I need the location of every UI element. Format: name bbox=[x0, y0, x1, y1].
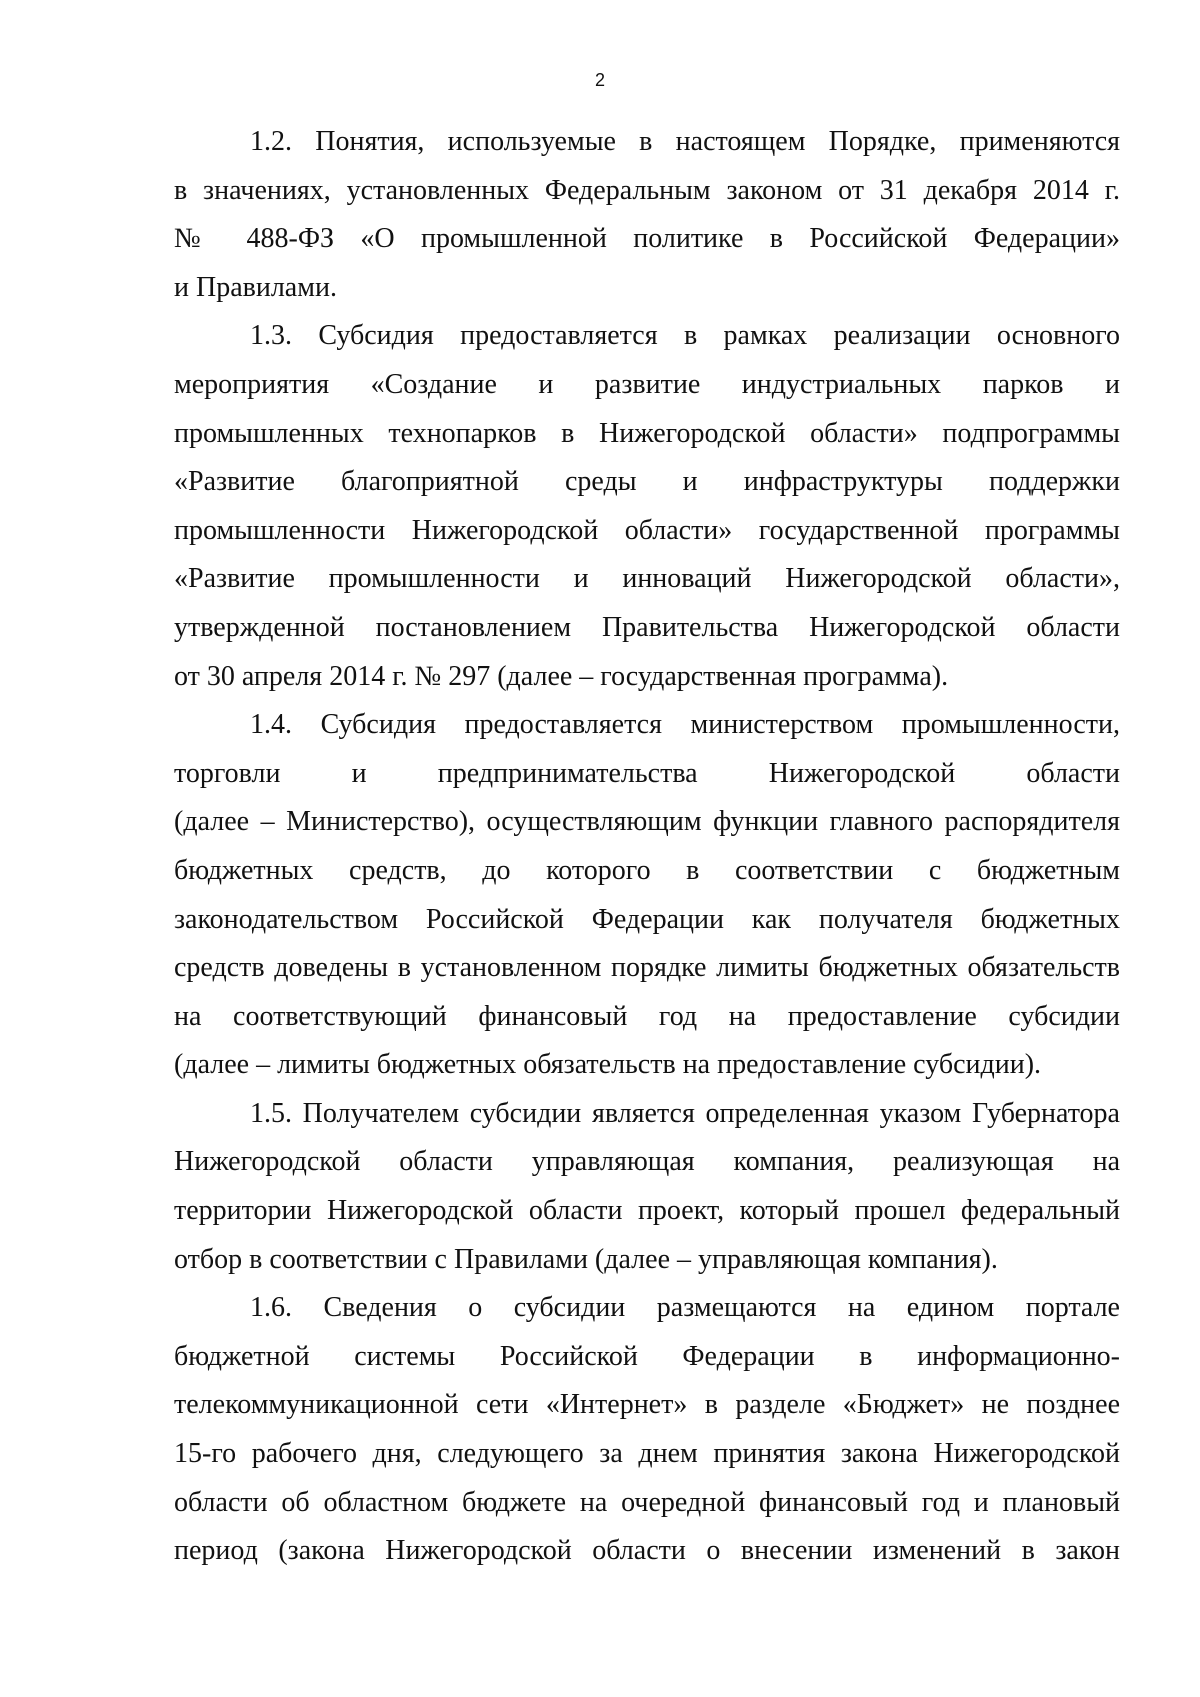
text-line: бюджетных средств, до которого в соответствии с бюджетным bbox=[174, 854, 1120, 886]
paragraph-1-4 bbox=[174, 701, 1120, 1090]
text-line: и Правилами. bbox=[174, 271, 337, 303]
text-line: 15-го рабочего дня, следующего за днем принятия закона Нижегородской bbox=[174, 1438, 1120, 1470]
text-line: 1.3. Субсидия предоставляется в рамках реализации основного bbox=[250, 320, 1120, 352]
paragraph-1-6 bbox=[174, 1284, 1120, 1576]
text-line: 1.6. Сведения о субсидии размещаются на едином портале bbox=[250, 1292, 1120, 1324]
text-line: территории Нижегородской области проект, который прошел федеральный bbox=[174, 1195, 1120, 1227]
text-line: 1.5. Получателем субсидии является определенная указом Губернатора bbox=[250, 1097, 1120, 1129]
text-line: в значениях, установленных Федеральным законом от 31 декабря 2014 г. bbox=[174, 174, 1120, 206]
page-number: 2 bbox=[594, 70, 605, 90]
text-line: «Развитие промышленности и инноваций Нижегородской области», bbox=[174, 563, 1120, 595]
text-line: мероприятия «Создание и развитие индустриальных парков и bbox=[174, 368, 1120, 400]
text-line: промышленности Нижегородской области» государственной программы bbox=[174, 514, 1120, 546]
text-line: законодательством Российской Федерации как получателя бюджетных bbox=[174, 903, 1120, 935]
text-line: период (закона Нижегородской области о внесении изменений в закон bbox=[174, 1535, 1120, 1567]
text-line: (далее – лимиты бюджетных обязательств на предоставление субсидии). bbox=[174, 1049, 1042, 1081]
text-line: средств доведены в установленном порядке лимиты бюджетных обязательств bbox=[174, 952, 1120, 984]
text-line: «Развитие благоприятной среды и инфраструктуры поддержки bbox=[174, 466, 1120, 498]
text-line: телекоммуникационной сети «Интернет» в разделе «Бюджет» не позднее bbox=[174, 1389, 1120, 1421]
paragraph-1-5 bbox=[174, 1090, 1120, 1284]
text-line: № 488-ФЗ «О промышленной политике в Российской Федерации» bbox=[174, 223, 1120, 255]
text-line: торговли и предпринимательства Нижегородской области bbox=[174, 757, 1120, 789]
text-line: утвержденной постановлением Правительства Нижегородской области bbox=[174, 611, 1120, 643]
text-line: отбор в соответствии с Правилами (далее – управляющая компания). bbox=[174, 1243, 998, 1275]
text-line: 1.2. Понятия, используемые в настоящем Порядке, применяются bbox=[250, 126, 1120, 157]
text-line: Нижегородской области управляющая компания, реализующая на bbox=[174, 1146, 1120, 1178]
text-line: области об областном бюджете на очередной финансовый год и плановый bbox=[174, 1486, 1120, 1518]
text-line: 1.4. Субсидия предоставляется министерством промышленности, bbox=[250, 709, 1120, 741]
text-line: промышленных технопарков в Нижегородской области» подпрограммы bbox=[174, 417, 1120, 449]
paragraph-1-2 bbox=[174, 118, 1120, 312]
text-line: на соответствующий финансовый год на предоставление субсидии bbox=[174, 1000, 1120, 1032]
paragraph-1-3 bbox=[174, 312, 1120, 701]
text-line: бюджетной системы Российской Федерации в информационно- bbox=[174, 1340, 1120, 1372]
text-line: (далее – Министерство), осуществляющим функции главного распорядителя bbox=[174, 806, 1120, 838]
document-body bbox=[174, 118, 1120, 1576]
text-line: от 30 апреля 2014 г. № 297 (далее – государственная программа). bbox=[174, 660, 949, 692]
